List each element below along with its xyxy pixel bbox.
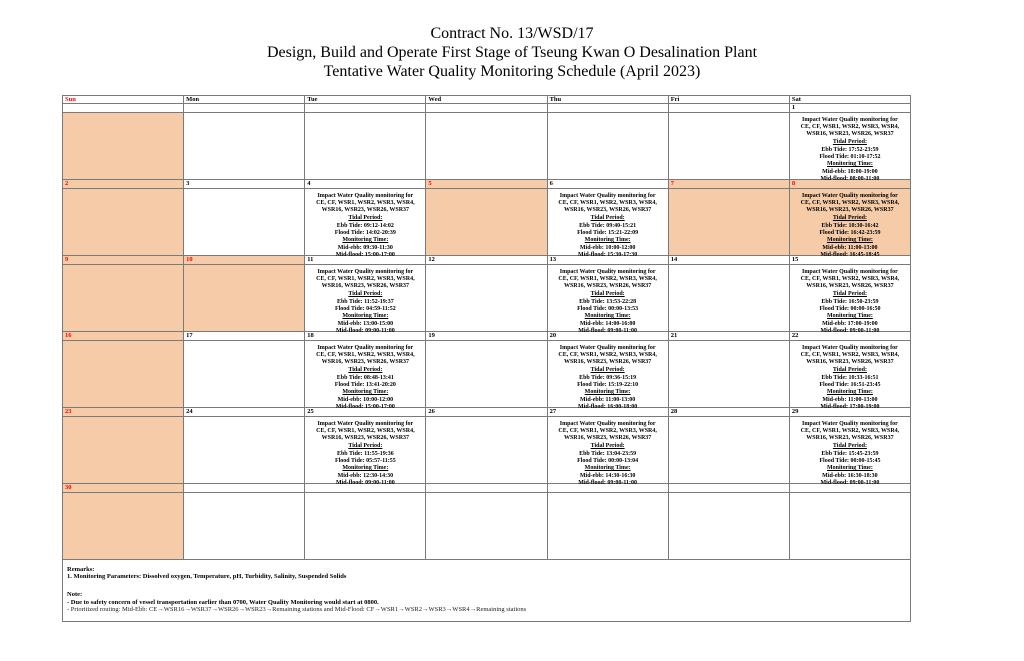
monitoring-stations: CE, CF, WSR1, WSR2, WSR3, WSR4, WSR16, WSR23, WSR26, WSR37 xyxy=(800,427,900,441)
monitoring-stations: CE, CF, WSR1, WSR2, WSR3, WSR4, WSR16, WSR23, WSR26, WSR37 xyxy=(558,427,657,441)
monitoring-time-label: Monitoring Time: xyxy=(826,237,873,244)
mid-ebb-time: Mid-ebb: 16:30-18:30 xyxy=(822,473,878,480)
monitoring-stations: CE, CF, WSR1, WSR2, WSR3, WSR4, WSR16, WSR23, WSR26, WSR37 xyxy=(316,199,415,213)
day-content xyxy=(790,341,910,411)
flood-tide-time: Flood Tide: 13:41-20:20 xyxy=(334,381,396,388)
day-content xyxy=(669,493,789,559)
mid-ebb-time: Mid-ebb: 14:00-16:00 xyxy=(579,321,636,328)
ebb-tide-time: Ebb Tide: 16:50-23:59 xyxy=(821,298,879,305)
day-number: 9 xyxy=(63,256,183,265)
monitoring-stations: CE, CF, WSR1, WSR2, WSR3, WSR4, WSR16, WSR23, WSR26, WSR37 xyxy=(316,427,415,441)
day-number xyxy=(426,484,546,493)
ebb-tide-time: Ebb Tide: 11:55-19:36 xyxy=(336,450,394,457)
monitoring-time-label: Monitoring Time: xyxy=(342,313,389,320)
calendar-day-cell xyxy=(789,484,910,560)
mid-ebb-time: Mid-ebb: 10:00-12:00 xyxy=(337,397,394,404)
calendar-day-cell xyxy=(426,104,547,180)
calendar-day-cell xyxy=(789,332,910,411)
day-content xyxy=(184,189,304,255)
calendar-day-cell xyxy=(63,256,184,332)
day-number: 29 xyxy=(790,408,910,417)
calendar-day-cell xyxy=(305,408,426,487)
mid-ebb-time: Mid-ebb: 09:30-11:30 xyxy=(337,245,393,252)
day-content xyxy=(790,417,910,487)
calendar-day-cell xyxy=(789,256,910,335)
mid-ebb-time: Mid-ebb: 11:00-13:00 xyxy=(822,245,878,252)
day-number xyxy=(63,104,183,113)
mid-ebb-time: Mid-ebb: 10:00-12:00 xyxy=(579,245,636,252)
flood-tide-time: Flood Tide: 14:02-20:39 xyxy=(334,229,396,236)
mid-ebb-time: Mid-ebb: 14:30-16:30 xyxy=(579,473,636,480)
calendar-day-cell xyxy=(305,104,426,180)
day-content xyxy=(790,493,910,559)
mid-flood-time: Mid-flood: 17:00-19:00 xyxy=(820,404,880,411)
day-content xyxy=(184,493,304,559)
mid-flood-time: Mid-flood: 15:30-17:30 xyxy=(578,252,638,259)
ebb-tide-time: Ebb Tide: 11:52-19:37 xyxy=(336,298,394,305)
day-content xyxy=(669,113,789,179)
day-content xyxy=(305,265,425,335)
day-number xyxy=(184,484,304,493)
day-number: 22 xyxy=(790,332,910,341)
day-number: 24 xyxy=(184,408,304,417)
ebb-tide-time: Ebb Tide: 08:48-13:41 xyxy=(336,374,394,381)
mid-flood-time: Mid-flood: 09:00-11:00 xyxy=(578,328,638,335)
flood-tide-time: Flood Tide: 00:00-13:04 xyxy=(577,457,639,464)
monitoring-stations: CE, CF, WSR1, WSR2, WSR3, WSR4, WSR16, WSR23, WSR26, WSR37 xyxy=(800,351,900,365)
day-header-wed: Wed xyxy=(426,96,547,104)
day-number: 25 xyxy=(305,408,425,417)
day-content xyxy=(305,417,425,487)
calendar-week-row xyxy=(63,104,911,180)
day-number: 20 xyxy=(548,332,668,341)
day-content xyxy=(426,417,546,483)
calendar-day-cell xyxy=(63,104,184,180)
calendar-day-cell xyxy=(668,104,789,180)
monitoring-stations: CE, CF, WSR1, WSR2, WSR3, WSR4, WSR16, WSR23, WSR26, WSR37 xyxy=(558,351,657,365)
monitoring-stations: CE, CF, WSR1, WSR2, WSR3, WSR4, WSR16, WSR23, WSR26, WSR37 xyxy=(316,275,415,289)
monitoring-title: Impact Water Quality monitoring for xyxy=(802,345,898,351)
flood-tide-time: Flood Tide: 00:00-16:50 xyxy=(819,305,881,312)
calendar-day-cell xyxy=(547,484,668,560)
day-content xyxy=(426,189,546,255)
tidal-period-label: Tidal Period: xyxy=(832,442,867,449)
monitoring-title: Impact Water Quality monitoring for xyxy=(559,345,656,351)
monitoring-title: Impact Water Quality monitoring for xyxy=(802,421,898,427)
mid-ebb-time: Mid-ebb: 17:00-19:00 xyxy=(822,321,878,328)
calendar-day-cell xyxy=(426,484,547,560)
monitoring-stations: CE, CF, WSR1, WSR2, WSR3, WSR4, WSR16, WSR23, WSR26, WSR37 xyxy=(800,275,900,289)
monitoring-title: Impact Water Quality monitoring for xyxy=(559,269,656,275)
tidal-period-label: Tidal Period: xyxy=(348,214,383,221)
day-content xyxy=(548,113,668,179)
monitoring-time-label: Monitoring Time: xyxy=(342,389,389,396)
flood-tide-time: Flood Tide: 01:10-17:52 xyxy=(819,153,881,160)
calendar-week-row xyxy=(63,408,911,484)
day-content xyxy=(184,341,304,407)
day-header-sat: Sat xyxy=(789,96,910,104)
monitoring-title: Impact Water Quality monitoring for xyxy=(317,269,414,275)
tidal-period-label: Tidal Period: xyxy=(348,442,383,449)
day-header-fri: Fri xyxy=(668,96,789,104)
day-content xyxy=(63,341,183,407)
day-number: 10 xyxy=(184,256,304,265)
mid-flood-time: Mid-flood: 09:00-11:00 xyxy=(335,328,395,335)
calendar-week-row xyxy=(63,256,911,332)
calendar-day-cell xyxy=(547,256,668,335)
day-number: 19 xyxy=(426,332,546,341)
ebb-tide-time: Ebb Tide: 09:40-15:21 xyxy=(579,222,637,229)
day-content xyxy=(63,417,183,483)
monitoring-title: Impact Water Quality monitoring for xyxy=(802,269,898,275)
monitoring-time-label: Monitoring Time: xyxy=(584,465,631,472)
day-content xyxy=(548,265,668,335)
monitoring-time-label: Monitoring Time: xyxy=(584,237,631,244)
calendar-day-cell xyxy=(668,408,789,484)
tidal-period-label: Tidal Period: xyxy=(348,290,383,297)
day-content xyxy=(669,417,789,483)
mid-flood-time: Mid-flood: 09:00-11:00 xyxy=(578,480,638,487)
tidal-period-label: Tidal Period: xyxy=(590,366,625,373)
calendar-body xyxy=(63,104,911,560)
day-number: 16 xyxy=(63,332,183,341)
flood-tide-time: Flood Tide: 04:59-11:52 xyxy=(334,305,396,312)
tidal-period-label: Tidal Period: xyxy=(832,290,867,297)
day-content xyxy=(426,493,546,559)
day-content xyxy=(305,493,425,559)
calendar-day-cell xyxy=(547,104,668,180)
remarks-label: Remarks: xyxy=(67,566,95,573)
calendar-day-cell xyxy=(789,408,910,487)
day-content xyxy=(790,189,910,259)
flood-tide-time: Flood Tide: 15:19-22:10 xyxy=(577,381,639,388)
mid-flood-time: Mid-flood: 16:00-18:00 xyxy=(578,404,638,411)
mid-ebb-time: Mid-ebb: 11:00-13:00 xyxy=(822,397,878,404)
tidal-period-label: Tidal Period: xyxy=(590,214,625,221)
calendar-day-cell xyxy=(305,256,426,335)
calendar-day-cell xyxy=(63,408,184,484)
day-content xyxy=(548,341,668,411)
flood-tide-time: Flood Tide: 00:00-15:45 xyxy=(819,457,881,464)
mid-flood-time: Mid-flood: 09:00-11:00 xyxy=(820,328,880,335)
day-content xyxy=(548,189,668,259)
day-number xyxy=(426,104,546,113)
day-header-tue: Tue xyxy=(305,96,426,104)
calendar-day-cell xyxy=(426,256,547,332)
day-number: 15 xyxy=(790,256,910,265)
monitoring-title: Impact Water Quality monitoring for xyxy=(802,193,898,199)
ebb-tide-time: Ebb Tide: 13:04-23:59 xyxy=(579,450,637,457)
note-item-1: - Due to safety concern of vessel transportation earlier than 0700, Water Quality Monitoring would start at 0800. xyxy=(67,598,379,606)
tidal-period-label: Tidal Period: xyxy=(832,138,867,145)
calendar-day-cell xyxy=(668,484,789,560)
calendar-week-row xyxy=(63,180,911,256)
day-number xyxy=(184,104,304,113)
day-number: 5 xyxy=(426,180,546,189)
day-content xyxy=(669,265,789,331)
day-header-row xyxy=(63,96,911,104)
day-content xyxy=(790,113,910,183)
calendar-day-cell xyxy=(184,484,305,560)
ebb-tide-time: Ebb Tide: 09:12-14:02 xyxy=(336,222,394,229)
note-item-2: - Prioritized routing: Mid-Ebb: CE→WSR16→WSR37→WSR26→WSR23→Remaining stations and Mid-Flood: CF→WSR1→WSR2→WSR3→WSR4→Remaining stations xyxy=(67,605,527,613)
calendar-table xyxy=(62,95,911,560)
day-number: 17 xyxy=(184,332,304,341)
calendar-day-cell xyxy=(305,332,426,411)
day-number: 2 xyxy=(63,180,183,189)
calendar-day-cell xyxy=(547,180,668,259)
monitoring-title: Impact Water Quality monitoring for xyxy=(317,421,414,427)
mid-flood-time: Mid-flood: 15:00-17:00 xyxy=(335,252,395,259)
document-header xyxy=(0,0,1024,81)
calendar-day-cell xyxy=(184,180,305,256)
day-content xyxy=(305,113,425,179)
day-number: 1 xyxy=(790,104,910,113)
monitoring-title: Impact Water Quality monitoring for xyxy=(559,421,656,427)
day-content xyxy=(426,341,546,407)
ebb-tide-time: Ebb Tide: 15:45-23:59 xyxy=(821,450,879,457)
mid-ebb-time: Mid-ebb: 12:30-14:30 xyxy=(337,473,394,480)
flood-tide-time: Flood Tide: 16:51-23:45 xyxy=(819,381,881,388)
day-number: 18 xyxy=(305,332,425,341)
mid-ebb-time: Mid-ebb: 11:00-13:00 xyxy=(580,397,636,404)
monitoring-title: Impact Water Quality monitoring for xyxy=(802,117,898,123)
calendar-day-cell xyxy=(184,104,305,180)
day-content xyxy=(426,265,546,331)
calendar-day-cell xyxy=(547,408,668,487)
day-content xyxy=(184,265,304,331)
calendar-day-cell xyxy=(668,180,789,256)
day-number: 14 xyxy=(669,256,789,265)
day-number: 26 xyxy=(426,408,546,417)
day-content xyxy=(184,113,304,179)
day-number: 23 xyxy=(63,408,183,417)
day-content xyxy=(548,493,668,559)
day-content xyxy=(63,265,183,331)
day-number: 28 xyxy=(669,408,789,417)
flood-tide-time: Flood Tide: 15:21-22:09 xyxy=(577,229,639,236)
ebb-tide-time: Ebb Tide: 13:53-22:28 xyxy=(579,298,637,305)
day-number xyxy=(669,484,789,493)
day-content xyxy=(305,189,425,259)
monitoring-time-label: Monitoring Time: xyxy=(826,389,873,396)
calendar-day-cell xyxy=(184,332,305,408)
tidal-period-label: Tidal Period: xyxy=(590,290,625,297)
monitoring-time-label: Monitoring Time: xyxy=(584,313,631,320)
day-number: 3 xyxy=(184,180,304,189)
monitoring-time-label: Monitoring Time: xyxy=(584,389,631,396)
day-content xyxy=(548,417,668,487)
flood-tide-time: Flood Tide: 16:42-23:59 xyxy=(819,229,881,236)
calendar-day-cell xyxy=(63,332,184,408)
monitoring-time-label: Monitoring Time: xyxy=(342,465,389,472)
monitoring-stations: CE, CF, WSR1, WSR2, WSR3, WSR4, WSR16, WSR23, WSR26, WSR37 xyxy=(558,275,657,289)
day-content xyxy=(305,341,425,411)
day-content xyxy=(426,113,546,179)
monitoring-stations: CE, CF, WSR1, WSR2, WSR3, WSR4, WSR16, WSR23, WSR26, WSR37 xyxy=(558,199,657,213)
day-number: 12 xyxy=(426,256,546,265)
monitoring-time-label: Monitoring Time: xyxy=(826,161,873,168)
calendar-day-cell xyxy=(789,104,910,183)
day-number: 13 xyxy=(548,256,668,265)
remarks-box xyxy=(62,559,911,622)
day-content xyxy=(63,189,183,255)
ebb-tide-time: Ebb Tide: 09:36-15:19 xyxy=(579,374,637,381)
calendar-day-cell xyxy=(668,332,789,408)
day-header-sun: Sun xyxy=(63,96,184,104)
tidal-period-label: Tidal Period: xyxy=(832,366,867,373)
project-title: Design, Build and Operate First Stage of Tseung Kwan O Desalination Plant xyxy=(266,44,758,61)
calendar-day-cell xyxy=(184,256,305,332)
day-number xyxy=(305,104,425,113)
day-number: 27 xyxy=(548,408,668,417)
monitoring-stations: CE, CF, WSR1, WSR2, WSR3, WSR4, WSR16, WSR23, WSR26, WSR37 xyxy=(800,199,900,213)
calendar-day-cell xyxy=(426,408,547,484)
day-content xyxy=(184,417,304,483)
calendar-week-row xyxy=(63,332,911,408)
day-content xyxy=(790,265,910,335)
ebb-tide-time: Ebb Tide: 10:30-16:42 xyxy=(821,222,879,229)
day-content xyxy=(63,493,183,559)
calendar-day-cell xyxy=(305,180,426,259)
flood-tide-time: Flood Tide: 05:57-11:55 xyxy=(334,457,396,464)
tidal-period-label: Tidal Period: xyxy=(590,442,625,449)
calendar-day-cell xyxy=(547,332,668,411)
monitoring-title: Impact Water Quality monitoring for xyxy=(317,345,414,351)
day-number: 7 xyxy=(669,180,789,189)
schedule-title: Tentative Water Quality Monitoring Schedule (April 2023) xyxy=(323,63,701,80)
monitoring-time-label: Monitoring Time: xyxy=(826,313,873,320)
calendar-day-cell xyxy=(789,180,910,259)
monitoring-time-label: Monitoring Time: xyxy=(826,465,873,472)
mid-flood-time: Mid-flood: 08:00-11:00 xyxy=(820,176,880,183)
mid-flood-time: Mid-flood: 09:00-11:00 xyxy=(335,480,395,487)
day-number: 8 xyxy=(790,180,910,189)
mid-ebb-time: Mid-ebb: 13:00-15:00 xyxy=(337,321,394,328)
calendar-day-cell xyxy=(668,256,789,332)
calendar-day-cell xyxy=(63,484,184,560)
mid-flood-time: Mid-flood: 09:00-11:00 xyxy=(820,480,880,487)
monitoring-stations: CE, CF, WSR1, WSR2, WSR3, WSR4, WSR16, WSR23, WSR26, WSR37 xyxy=(316,351,415,365)
monitoring-title: Impact Water Quality monitoring for xyxy=(317,193,414,199)
day-content xyxy=(669,189,789,255)
calendar-day-cell xyxy=(426,332,547,408)
mid-flood-time: Mid-flood: 15:00-17:00 xyxy=(335,404,395,411)
day-content xyxy=(669,341,789,407)
mid-ebb-time: Mid-ebb: 18:00-19:00 xyxy=(822,169,878,176)
ebb-tide-time: Ebb Tide: 17:52-23:59 xyxy=(821,146,879,153)
ebb-tide-time: Ebb Tide: 10:33-16:51 xyxy=(821,374,879,381)
note-label: Note: xyxy=(67,591,83,599)
flood-tide-time: Flood Tide: 00:00-13:53 xyxy=(577,305,639,312)
tidal-period-label: Tidal Period: xyxy=(348,366,383,373)
monitoring-stations: CE, CF, WSR1, WSR2, WSR3, WSR4, WSR16, WSR23, WSR26, WSR37 xyxy=(800,123,900,137)
tidal-period-label: Tidal Period: xyxy=(832,214,867,221)
calendar-day-cell xyxy=(426,180,547,256)
calendar-day-cell xyxy=(184,408,305,484)
monitoring-time-label: Monitoring Time: xyxy=(342,237,389,244)
day-header-thu: Thu xyxy=(547,96,668,104)
remarks-item: 1. Monitoring Parameters: Dissolved oxygen, Temperature, pH, Turbidity, Salinity, Suspended Solids xyxy=(67,573,347,581)
calendar-day-cell xyxy=(305,484,426,560)
day-number xyxy=(548,104,668,113)
calendar-week-row xyxy=(63,484,911,560)
day-number: 11 xyxy=(305,256,425,265)
day-number: 30 xyxy=(63,484,183,493)
day-number: 21 xyxy=(669,332,789,341)
day-number: 6 xyxy=(548,180,668,189)
monitoring-title: Impact Water Quality monitoring for xyxy=(559,193,656,199)
mid-flood-time: Mid-flood: 16:45-18:45 xyxy=(820,252,880,259)
calendar-day-cell xyxy=(63,180,184,256)
contract-number: Contract No. 13/WSD/17 xyxy=(430,25,594,42)
day-header-mon: Mon xyxy=(184,96,305,104)
day-number: 4 xyxy=(305,180,425,189)
day-content xyxy=(63,113,183,179)
day-number xyxy=(669,104,789,113)
